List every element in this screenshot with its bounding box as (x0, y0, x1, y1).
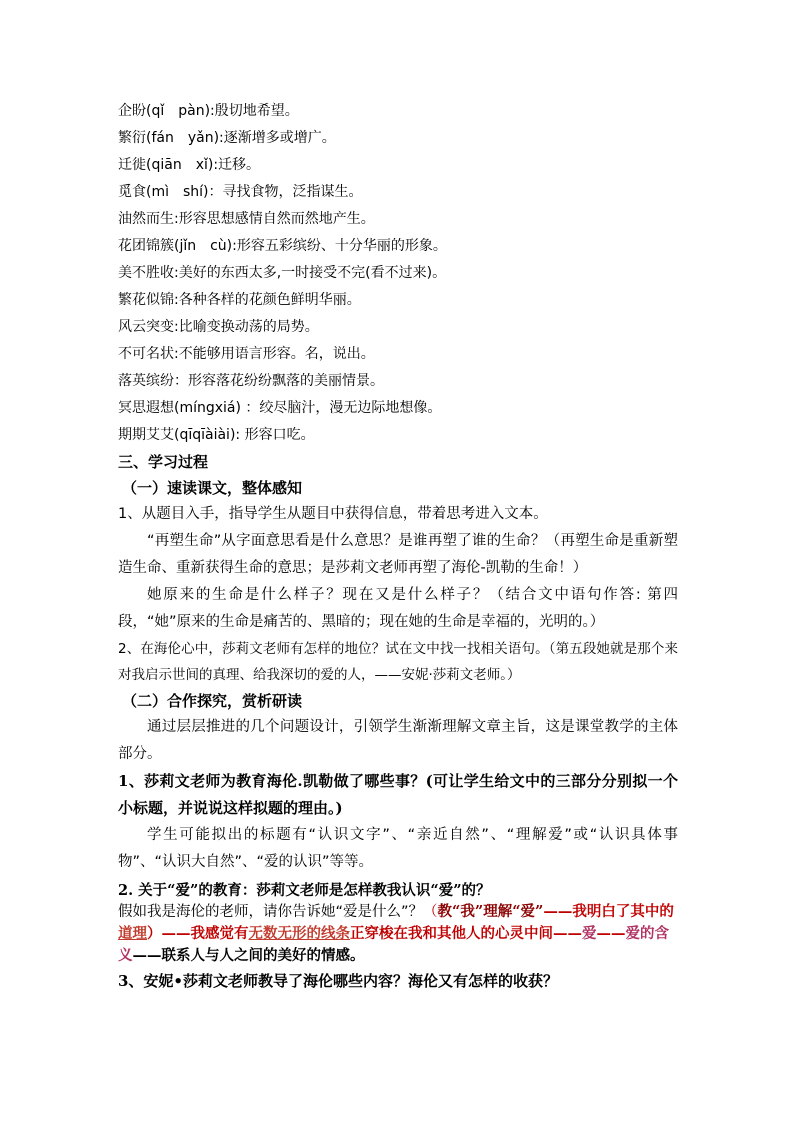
vocab-item: 企盼(qǐ pàn):殷切地希望。 (118, 103, 299, 119)
question-3: 3、安妮•莎莉文老师教导了海伦哪些内容？海伦又有怎样的收获？ (118, 972, 559, 990)
answer-dash: —— (596, 925, 626, 942)
vocab-item: 花团锦簇(jǐn cù):形容五彩缤纷、十分华丽的形象。 (118, 238, 447, 254)
love-heading: 2. 关于“爱”的教育：莎莉文老师是怎样教我认识“爱”的？ (118, 882, 491, 899)
love-answer (118, 901, 678, 967)
answer-truth: 道理 (118, 925, 147, 942)
answer-connect: 联系人与人之间的美好的情感。 (161, 947, 365, 964)
answer-dash: —— (132, 947, 162, 964)
vocab-item: 繁花似锦:各种各样的花颜色鲜明华丽。 (118, 292, 361, 308)
answer-dash: —— (161, 925, 191, 942)
answer-open-paren: （ (423, 904, 438, 920)
vocab-item: 风云突变:比喻变换动荡的局势。 (118, 319, 319, 335)
section-title: 三、学习过程 (118, 453, 209, 471)
vocab-item: 落英缤纷：形容落花纷纷飘落的美丽情景。 (118, 373, 384, 389)
vocab-item: 觅食(mì shí)：寻找食物，泛指谋生。 (118, 184, 363, 200)
answer-understand: 我明白了其中的 (572, 903, 674, 920)
love-section (118, 880, 678, 967)
paragraph-3: 她原来的生命是什么样子？现在又是什么样子？（结合文中语句作答: 第四段，“她”原来的生命是痛苦的、黑暗的；现在她的生命是幸福的，光明的。） (118, 587, 678, 630)
subsection-title-1: （一）速读课文，整体感知 (122, 479, 303, 497)
vocab-item: 迁徙(qiān xǐ):迁移。 (118, 157, 261, 173)
paragraph-5: 通过层层推进的几个问题设计，引领学生渐渐理解文章主旨，这是课堂教学的主体部分。 (118, 719, 678, 762)
answer-love: 爱 (582, 925, 597, 942)
paragraph-4: 2、在海伦心中，莎莉文老师有怎样的地位？试在文中找一找相关语句。（第五段她就是那个来对我启示世间的真理、给我深切的爱的人，——安妮·莎莉文老师。） (118, 641, 678, 683)
answer-dash: —— (543, 903, 573, 920)
vocab-item: 不可名状:不能够用语言形容。名，说出。 (118, 346, 375, 362)
document-content (118, 98, 678, 995)
answer-feel: 我感觉有 (190, 925, 249, 942)
vocab-item: 冥思遐想(míngxiá) ：绞尽脑汁，漫无边际地想像。 (118, 400, 442, 416)
answer-invisible-lines: 无数无形的线条 (248, 925, 350, 942)
answer-pass: 正穿梭在我和其他人的心灵中间 (350, 925, 553, 942)
paragraph-7: 学生可能拟出的标题有“认识文字”、“亲近自然”、“理解爱”或“认识具体事物”、“认识大自然”、“爱的认识”等等。 (118, 827, 678, 870)
answer-dash: —— (553, 925, 582, 942)
paragraph-1: 1、从题目入手，指导学生从题目中获得信息，带着思考进入文本。 (118, 506, 548, 522)
vocab-list (118, 98, 678, 449)
vocab-item: 繁衍(fán yǎn):逐渐增多或增广。 (118, 130, 336, 146)
paragraph-2: “再塑生命”从字面意思看是什么意思？是谁再塑了谁的生命？（再塑生命是重新塑造生命、重新获得生命的意思；是莎莉文老师再塑了海伦-凯勒的生命！） (118, 533, 678, 576)
answer-close-paren: ） (147, 925, 162, 942)
vocab-item: 美不胜收:美好的东西太多,一时接受不完(看不过来)。 (118, 265, 447, 281)
answer-teach: 教“我”理解“爱” (437, 903, 544, 920)
love-question-text: 假如我是海伦的老师，请你告诉她“爱是什么”？ (118, 904, 424, 920)
question-1: 1、莎莉文老师为教育海伦.凯勒做了哪些事？(可让学生给文中的三部分分别拟一个小标题，并说说这样拟题的理由。) (118, 772, 678, 817)
vocab-item: 期期艾艾(qīqīàiài): 形容口吃。 (118, 427, 315, 443)
vocab-item: 油然而生:形容思想感情自然而然地产生。 (118, 211, 375, 227)
subsection-title-2: （二）合作探究，赏析研读 (122, 692, 303, 710)
answer-meaning: 爱的含义 (118, 925, 669, 964)
